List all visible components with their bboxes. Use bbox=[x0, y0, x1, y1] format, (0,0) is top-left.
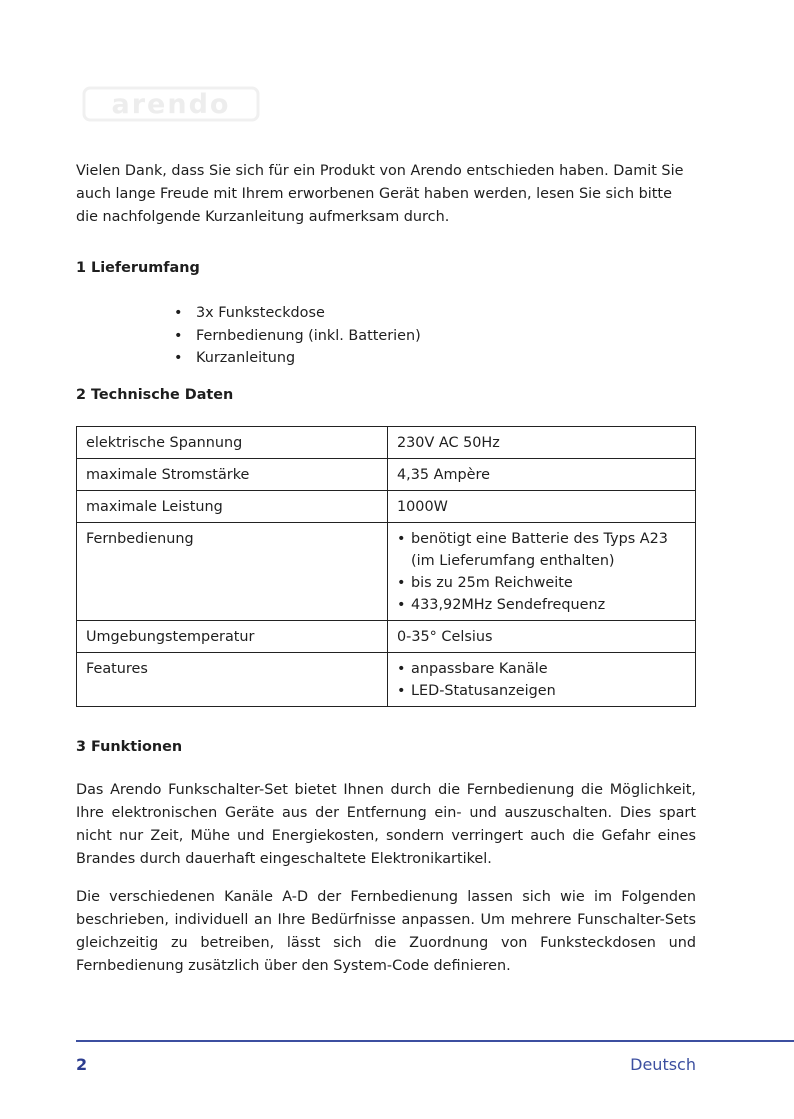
remote-features-list bbox=[397, 528, 686, 616]
list-item: • Kurzanleitung bbox=[174, 347, 421, 370]
list-item: • 433,92MHz Sendefrequenz bbox=[397, 594, 686, 616]
table-row bbox=[77, 653, 696, 707]
functions-paragraph-1: Das Arendo Funkschalter-Set bietet Ihnen durch die Fernbedienung die Möglichkeit, Ihre elektronischen Geräte aus der Entfernung ein- und auszuschalten. Dies spart nicht nur Zeit, Mühe und Energiekosten, sondern verringert auch die Gefahr eines Brandes durch dauerhaft eingeschaltete Elektronikartikel. bbox=[76, 782, 696, 867]
spec-value: 230V AC 50Hz bbox=[388, 427, 696, 459]
spec-value bbox=[388, 653, 696, 707]
section-heading-technische-daten: 2 Technische Daten bbox=[76, 387, 234, 403]
spec-value: 1000W bbox=[388, 491, 696, 523]
list-item: • bis zu 25m Reichweite bbox=[397, 572, 686, 594]
spec-label: Umgebungstemperatur bbox=[77, 621, 388, 653]
functions-paragraph-2: Die verschiedenen Kanäle A-D der Fernbedienung lassen sich wie im Folgenden beschrieben, individuell an Ihre Bedürfnisse anpassen. Um mehrere Funschalter-Sets gleichzeitig zu betreiben, lässt sich die Zuordnung von Funksteckdosen und Fernbedienung zusätzlich über den System-Code definieren. bbox=[76, 889, 696, 974]
arendo-logo bbox=[82, 84, 260, 124]
arendo-logo-graphic bbox=[82, 84, 260, 124]
table-row bbox=[77, 491, 696, 523]
specs-table bbox=[76, 426, 696, 707]
list-item: • Fernbedienung (inkl. Batterien) bbox=[174, 325, 421, 348]
footer-language-label: Deutsch bbox=[630, 1055, 696, 1074]
section-heading-funktionen: 3 Funktionen bbox=[76, 739, 183, 755]
footer-divider bbox=[76, 1040, 794, 1042]
intro-paragraph: Vielen Dank, dass Sie sich für ein Produkt von Arendo entschieden haben. Damit Sie auch lange Freude mit Ihrem erworbenen Gerät haben werden, lesen Sie sich bitte die nachfolgende Kurzanleitung aufmerksam durch. bbox=[76, 163, 684, 225]
features-list bbox=[397, 658, 686, 702]
list-item: • anpassbare Kanäle bbox=[397, 658, 686, 680]
spec-label: elektrische Spannung bbox=[77, 427, 388, 459]
list-item: • 3x Funksteckdose bbox=[174, 302, 421, 325]
table-row bbox=[77, 459, 696, 491]
scope-of-delivery-list bbox=[174, 302, 421, 370]
section-heading-lieferumfang: 1 Lieferumfang bbox=[76, 260, 200, 276]
spec-value: 0-35° Celsius bbox=[388, 621, 696, 653]
spec-label: maximale Stromstärke bbox=[77, 459, 388, 491]
spec-value: 4,35 Ampère bbox=[388, 459, 696, 491]
table-row bbox=[77, 523, 696, 621]
svg-text:arendo: arendo bbox=[111, 89, 231, 120]
page-number: 2 bbox=[76, 1055, 88, 1074]
table-row bbox=[77, 621, 696, 653]
table-row bbox=[77, 427, 696, 459]
list-item: • benötigt eine Batterie des Typs A23 (im Lieferumfang enthalten) bbox=[397, 528, 686, 572]
spec-value bbox=[388, 523, 696, 621]
spec-label: Features bbox=[77, 653, 388, 707]
spec-label: maximale Leistung bbox=[77, 491, 388, 523]
list-item: • LED-Statusanzeigen bbox=[397, 680, 686, 702]
spec-label: Fernbedienung bbox=[77, 523, 388, 621]
